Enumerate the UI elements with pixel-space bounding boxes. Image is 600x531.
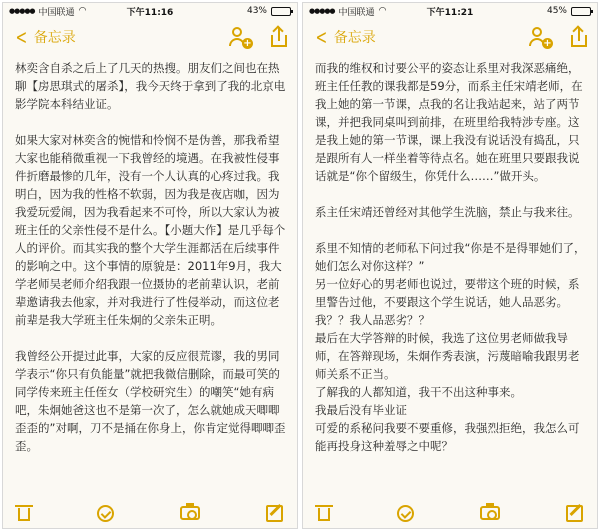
person-add-icon[interactable]: + (229, 27, 249, 47)
chevron-left-icon: < (15, 25, 28, 49)
share-icon[interactable] (271, 27, 287, 47)
note-paragraph: 系里不知情的老师私下问过我“你是不是得罪她们了，她们怎么对你这样？” (315, 241, 586, 273)
note-paragraph: 系主任宋靖还曾经对其他学生洗脑，禁止与我来往。 (315, 205, 580, 219)
battery-percent: 45% (546, 6, 567, 16)
status-bar (3, 3, 297, 19)
camera-icon[interactable] (480, 506, 500, 520)
note-body[interactable] (15, 59, 289, 473)
trash-icon[interactable] (17, 505, 31, 521)
note-paragraph: 林奕含自杀之后上了几天的热搜。朋友们之间也在热聊【房思琪式的屠杀】，我今天终于拿到了我的北京电影学院本科结业证。 (15, 61, 286, 111)
battery-percent: 43% (246, 6, 267, 16)
note-paragraph: 而我的维权和讨要公平的姿态让系里对我深恶痛绝，班主任任教的课我都是59分，而系主任宋靖老师，在我上她的第一节课，点我的名让我站起来，站了两节课，并把我同桌叫到前排，在班里给我特涉专座。这是我上她的第一节课，课上我没有说话没有捣乱，只是跟所有人一样坐着等待点名。她在班里只要跟我说话就是“你个留级生，你凭什么……”做开头。 (315, 61, 583, 183)
note-paragraph: 我？？我人品恶劣？？ (315, 313, 430, 327)
note-paragraph: 我最后没有毕业证 (315, 403, 407, 417)
note-paragraph: 我曾经公开提过此事，大家的反应很荒谬，我的男同学表示“你只有负能量”就把我微信删除，而最可笑的同学传来班主任侄女（学校研究生）的嘲笑“她有病吧，朱炯她爸这也不是第一次了，怎么就她成天唧唧歪歪的”对啊，刀不是捅在你身上，你肯定觉得唧唧歪歪。 (15, 349, 286, 453)
checklist-icon[interactable] (397, 505, 414, 522)
signal-icon: ●●●●● (9, 7, 35, 15)
compose-icon[interactable] (566, 505, 583, 522)
carrier-label: 中国联通 (38, 7, 75, 18)
bottom-toolbar (303, 498, 597, 528)
wifi-icon: ◠ (378, 6, 387, 16)
note-paragraph: 了解我的人都知道，我干不出这种事来。 (315, 385, 522, 399)
nav-bar (303, 21, 597, 53)
carrier-label: 中国联通 (338, 7, 375, 18)
person-add-icon[interactable]: + (529, 27, 549, 47)
note-paragraph: 可爱的系秘问我要不要重修，我强烈拒绝，我怎么可能再投身这种羞辱之中呢？ (315, 421, 580, 453)
nav-bar (3, 21, 297, 53)
status-bar (303, 3, 597, 19)
signal-icon: ●●●●● (309, 7, 335, 15)
back-button[interactable] (313, 27, 376, 47)
note-body[interactable] (315, 59, 589, 455)
bottom-toolbar (3, 498, 297, 528)
back-label: 备忘录 (333, 30, 376, 46)
wifi-icon: ◠ (78, 6, 87, 16)
share-icon[interactable] (571, 27, 587, 47)
note-paragraph: 如果大家对林奕含的惋惜和怜悯不是伪善，那我希望大家也能稍微重视一下我曾经的境遇。在我被性侵事件折磨最惨的几年，没有一个人认真的心疼过我。我明白，因为我的性格不软弱，因为我是夜店咖，因为我爱玩爱闹，因为我看起来不可怜，所以大家认为被班主任的父亲性侵不是什么。【小题大作】是几乎每个人的评价。而其实我的整个大学生涯都活在后续事件的影响之中。这个事情的原貌是：2011年9月，我大学老师吴老师介绍我跟一位摄协的老前辈认识，老前辈邀请我去他家，并对我进行了性侵举动，而这位老前辈是我大学班主任朱炯的父亲朱正明。 (15, 133, 286, 327)
phone-screen-left (2, 2, 298, 529)
status-time: 下午11:21 (426, 7, 474, 18)
trash-icon[interactable] (317, 505, 331, 521)
phone-screen-right (302, 2, 598, 529)
battery-icon (571, 7, 591, 16)
note-paragraph: 最后在大学答辩的时候，我选了这位男老师做我导师，在答辩现场，朱炯作秀表演，污蔑暗喻我跟男老师关系不正当。 (315, 331, 580, 381)
back-button[interactable] (13, 27, 76, 47)
status-time: 下午11:16 (126, 7, 174, 18)
chevron-left-icon: < (315, 25, 328, 49)
back-label: 备忘录 (33, 30, 76, 46)
camera-icon[interactable] (180, 506, 200, 520)
battery-icon (271, 7, 291, 16)
checklist-icon[interactable] (97, 505, 114, 522)
compose-icon[interactable] (266, 505, 283, 522)
note-paragraph: 另一位好心的男老师也说过，要带这个班的时候，系里警告过他，不要跟这个学生说话，她人品恶劣。 (315, 277, 580, 309)
